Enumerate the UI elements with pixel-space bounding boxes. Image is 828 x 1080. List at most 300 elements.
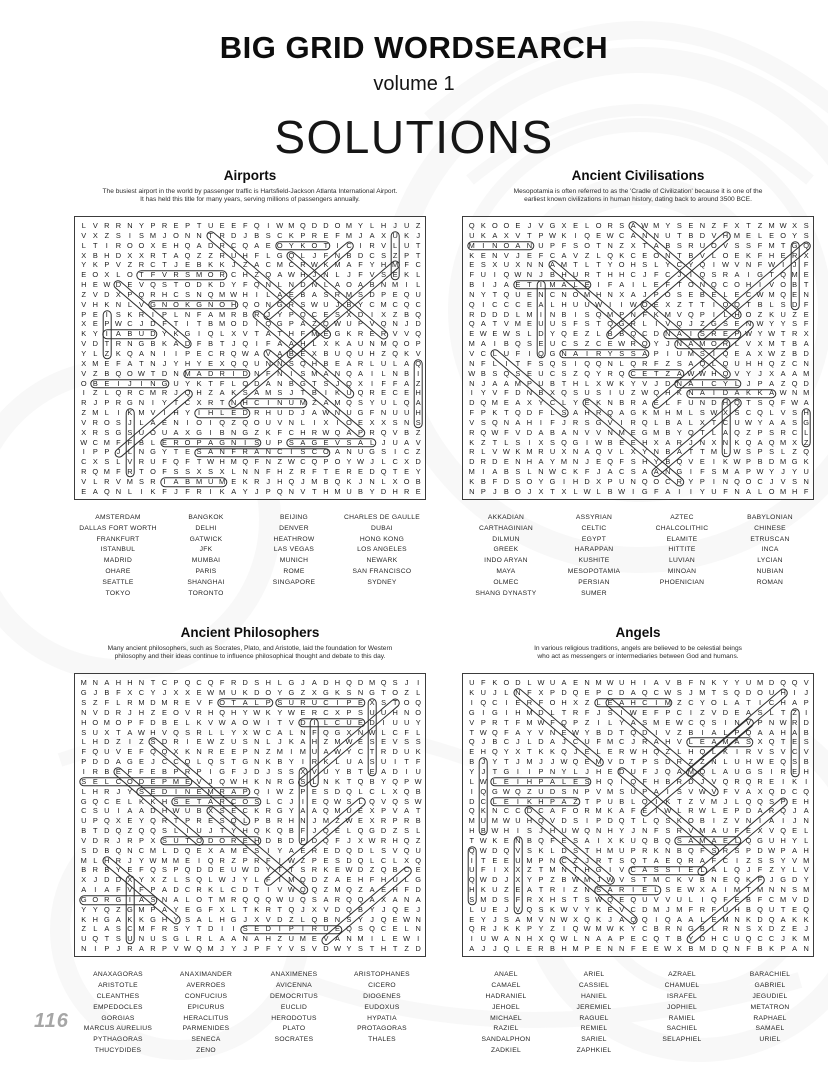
grid-letter: M xyxy=(288,221,295,230)
grid-letter: R xyxy=(642,737,648,747)
grid-letter: W xyxy=(502,816,510,826)
grid-letter: L xyxy=(688,408,693,418)
grid-letter: C xyxy=(161,678,168,688)
grid-letter: E xyxy=(722,875,728,885)
grid-letter: S xyxy=(242,737,248,747)
grid-letter: D xyxy=(538,707,544,717)
grid-letter: F xyxy=(254,250,259,260)
grid-letter: E xyxy=(492,904,498,914)
grid-letter: U xyxy=(469,230,475,240)
grid-letter: N xyxy=(515,688,521,698)
grid-letter: K xyxy=(469,688,475,698)
grid-letter: Z xyxy=(688,757,694,767)
grid-letter: K xyxy=(769,944,775,954)
grid-letter: P xyxy=(619,934,625,944)
grid-letter: P xyxy=(162,944,167,954)
grid-letter: K xyxy=(334,688,340,698)
grid-letter: D xyxy=(492,875,498,885)
grid-letter: W xyxy=(629,707,637,717)
grid-letter: A xyxy=(792,727,798,737)
grid-letter: Y xyxy=(415,717,421,727)
grid-letter: V xyxy=(734,260,740,270)
grid-letter: F xyxy=(208,904,213,914)
grid-letter: E xyxy=(573,678,579,688)
grid-letter: T xyxy=(492,289,498,299)
grid-letter: B xyxy=(369,776,375,786)
word-list-item: FRANKFURT xyxy=(96,535,140,543)
grid-letter: I xyxy=(174,348,178,358)
grid-letter: Q xyxy=(346,786,352,796)
grid-letter: Q xyxy=(92,467,99,477)
grid-letter: L xyxy=(642,280,647,290)
grid-letter: I xyxy=(782,776,785,786)
grid-letter: I xyxy=(470,388,473,398)
grid-letter: Z xyxy=(792,707,797,717)
grid-letter: L xyxy=(550,408,555,418)
grid-letter: O xyxy=(196,417,202,427)
grid-letter: N xyxy=(515,934,521,944)
grid-letter: Y xyxy=(369,398,375,408)
grid-letter: Q xyxy=(699,717,706,727)
grid-letter: A xyxy=(115,914,121,924)
grid-letter: N xyxy=(403,707,410,717)
grid-letter: P xyxy=(196,766,202,776)
grid-letter: A xyxy=(538,299,544,309)
grid-row xyxy=(466,241,810,251)
grid-row xyxy=(466,767,810,777)
grid-letter: T xyxy=(139,270,144,280)
grid-letter: B xyxy=(688,230,694,240)
grid-letter: Q xyxy=(734,688,740,698)
grid-letter: E xyxy=(334,467,340,477)
grid-letter: R xyxy=(231,678,237,688)
grid-letter: Q xyxy=(346,904,352,914)
grid-letter: B xyxy=(480,826,486,836)
grid-letter: I xyxy=(359,240,362,250)
grid-letter: X xyxy=(311,904,317,914)
grid-letter: C xyxy=(676,260,682,270)
grid-letter: N xyxy=(277,378,283,388)
grid-letter: P xyxy=(185,348,191,358)
grid-letter: F xyxy=(596,737,601,747)
grid-letter: I xyxy=(94,944,97,954)
grid-letter: Q xyxy=(242,894,249,904)
grid-row xyxy=(466,457,810,467)
word-list-column xyxy=(250,970,338,1056)
grid-row xyxy=(466,806,810,816)
grid-letter: E xyxy=(538,339,544,349)
grid-letter: U xyxy=(768,835,775,845)
grid-letter: A xyxy=(104,885,110,895)
grid-letter: L xyxy=(381,368,386,378)
grid-letter: S xyxy=(630,457,636,467)
grid-letter: E xyxy=(323,309,329,319)
puzzle-title: Angels xyxy=(615,625,661,641)
grid-letter: Q xyxy=(403,289,410,299)
grid-letter: N xyxy=(300,727,306,737)
grid-letter: J xyxy=(128,378,132,388)
grid-letter: B xyxy=(550,270,555,280)
grid-letter: W xyxy=(641,221,649,230)
grid-letter: H xyxy=(642,437,648,447)
grid-letter: J xyxy=(381,904,386,914)
grid-letter: O xyxy=(653,250,660,260)
grid-letter: B xyxy=(469,280,475,290)
grid-row xyxy=(78,698,422,708)
grid-letter: T xyxy=(150,368,156,378)
grid-letter: E xyxy=(607,766,613,776)
grid-letter: A xyxy=(346,260,352,270)
grid-letter: G xyxy=(357,408,364,418)
grid-letter: J xyxy=(804,924,809,934)
grid-letter: I xyxy=(371,378,374,388)
grid-letter: T xyxy=(596,319,601,329)
grid-letter: N xyxy=(369,476,375,486)
grid-letter: D xyxy=(584,476,590,486)
grid-letter: Q xyxy=(630,329,637,339)
grid-letter: G xyxy=(369,688,375,698)
grid-letter: Z xyxy=(266,747,271,757)
grid-letter: K xyxy=(415,747,421,757)
grid-letter: M xyxy=(514,378,521,388)
word-list-item: HANIEL xyxy=(581,992,607,1000)
grid-letter: Y xyxy=(630,924,636,934)
grid-letter: E xyxy=(392,934,398,944)
grid-letter: G xyxy=(150,299,156,309)
grid-letter: I xyxy=(82,766,85,776)
grid-letter: K xyxy=(653,845,659,855)
grid-letter: I xyxy=(643,678,646,688)
grid-letter: I xyxy=(586,437,589,447)
grid-letter: V xyxy=(596,786,602,796)
grid-letter: Q xyxy=(734,299,740,309)
grid-letter: I xyxy=(221,924,224,934)
grid-letter: F xyxy=(481,865,486,875)
grid-letter: A xyxy=(196,368,202,378)
grid-letter: I xyxy=(336,240,339,250)
grid-letter: B xyxy=(104,766,110,776)
grid-letter: M xyxy=(380,339,387,349)
grid-letter: C xyxy=(619,230,625,240)
grid-letter: Q xyxy=(415,309,422,319)
grid-letter: B xyxy=(242,309,248,319)
grid-letter: S xyxy=(515,329,521,339)
word-list-item: SACHIEL xyxy=(666,1025,698,1033)
grid-letter: P xyxy=(584,786,590,796)
grid-letter: B xyxy=(803,727,809,737)
word-list-item: BARACHIEL xyxy=(749,971,791,979)
grid-letter: U xyxy=(403,747,410,757)
grid-letter: S xyxy=(619,221,625,230)
grid-letter: J xyxy=(312,826,317,836)
grid-letter: K xyxy=(323,757,329,767)
grid-letter: K xyxy=(619,250,625,260)
grid-letter: P xyxy=(265,486,271,496)
grid-letter: P xyxy=(381,806,387,816)
grid-letter: S xyxy=(288,437,294,447)
grid-letter: D xyxy=(357,250,364,260)
grid-letter: T xyxy=(769,270,774,280)
grid-letter: D xyxy=(357,865,364,875)
grid-letter: V xyxy=(619,865,625,875)
grid-letter: Q xyxy=(219,707,226,717)
grid-letter: U xyxy=(480,816,486,826)
grid-letter: M xyxy=(710,796,717,806)
grid-letter: L xyxy=(416,688,421,698)
grid-row xyxy=(78,905,422,915)
grid-letter: L xyxy=(757,486,763,496)
grid-letter: O xyxy=(265,688,272,698)
grid-letter: F xyxy=(642,309,647,319)
grid-letter: A xyxy=(173,476,179,486)
grid-letter: J xyxy=(266,309,271,319)
grid-letter: W xyxy=(548,467,556,477)
grid-row xyxy=(466,708,810,718)
grid-letter: D xyxy=(161,368,168,378)
grid-letter: A xyxy=(711,727,717,737)
grid-letter: D xyxy=(369,717,375,727)
grid-letter: A xyxy=(254,388,260,398)
grid-letter: S xyxy=(803,221,809,230)
grid-letter: F xyxy=(515,348,521,358)
grid-letter: L xyxy=(393,240,398,250)
grid-letter: N xyxy=(300,816,306,826)
grid-letter: M xyxy=(722,914,729,924)
grid-letter: B xyxy=(208,339,214,349)
grid-letter: Q xyxy=(253,221,260,230)
grid-letter: T xyxy=(780,707,786,717)
grid-letter: U xyxy=(288,934,294,944)
grid-letter: Z xyxy=(300,855,306,865)
grid-letter: J xyxy=(208,826,213,836)
grid-letter: M xyxy=(699,835,706,845)
grid-letter: J xyxy=(93,398,98,408)
grid-letter: H xyxy=(469,885,475,895)
grid-letter: E xyxy=(415,486,421,496)
grid-letter: E xyxy=(619,437,625,447)
grid-letter: Q xyxy=(549,934,556,944)
grid-letter: D xyxy=(607,816,613,826)
grid-letter: K xyxy=(619,378,625,388)
grid-letter: A xyxy=(515,914,521,924)
grid-letter: N xyxy=(584,934,590,944)
grid-letter: P xyxy=(392,816,398,826)
grid-letter: W xyxy=(468,368,476,378)
grid-row xyxy=(466,688,810,698)
grid-letter: B xyxy=(526,835,532,845)
grid-letter: C xyxy=(630,368,636,378)
grid-letter: I xyxy=(313,417,316,427)
grid-letter: Q xyxy=(618,368,625,378)
grid-letter: S xyxy=(642,717,648,727)
grid-letter: K xyxy=(138,914,144,924)
grid-letter: G xyxy=(80,894,87,904)
grid-letter: V xyxy=(665,894,671,904)
grid-letter: I xyxy=(516,766,519,776)
grid-letter: X xyxy=(369,806,375,816)
grid-letter: I xyxy=(394,447,397,457)
grid-letter: T xyxy=(584,845,590,855)
grid-letter: Q xyxy=(641,796,648,806)
grid-letter: V xyxy=(196,698,202,708)
grid-letter: I xyxy=(712,816,715,826)
grid-letter: S xyxy=(162,865,167,875)
grid-letter: D xyxy=(288,408,294,418)
grid-letter: V xyxy=(803,865,809,875)
grid-letter: S xyxy=(138,230,144,240)
grid-row xyxy=(78,280,422,290)
grid-letter: A xyxy=(653,678,659,688)
grid-letter: E xyxy=(173,221,179,230)
word-list-column xyxy=(462,970,550,1056)
grid-letter: Z xyxy=(392,826,398,836)
word-list-column xyxy=(74,970,162,1056)
grid-letter: S xyxy=(300,776,306,786)
grid-letter: V xyxy=(711,776,717,786)
grid-letter: Q xyxy=(676,855,683,865)
grid-letter: O xyxy=(572,806,579,816)
grid-letter: N xyxy=(538,289,544,299)
grid-letter: M xyxy=(92,358,99,368)
grid-letter: N xyxy=(630,476,636,486)
grid-letter: U xyxy=(207,221,214,230)
grid-letter: H xyxy=(595,766,602,776)
grid-letter: Y xyxy=(722,378,728,388)
grid-letter: N xyxy=(357,727,364,737)
grid-letter: V xyxy=(150,408,156,418)
grid-letter: L xyxy=(254,698,259,708)
grid-letter: W xyxy=(698,368,706,378)
grid-letter: Q xyxy=(207,757,214,767)
grid-letter: M xyxy=(322,816,329,826)
grid-letter: L xyxy=(404,924,409,934)
grid-letter: B xyxy=(300,289,306,299)
grid-letter: U xyxy=(584,737,590,747)
grid-letter: W xyxy=(172,806,180,816)
grid-letter: J xyxy=(504,904,509,914)
grid-letter: I xyxy=(586,348,589,358)
word-list-item: EUDOXUS xyxy=(364,1003,400,1011)
grid-letter: Q xyxy=(630,855,637,865)
grid-letter: Q xyxy=(664,835,671,845)
grid-letter: D xyxy=(561,816,567,826)
grid-letter: M xyxy=(80,855,87,865)
grid-letter: N xyxy=(745,319,752,329)
grid-letter: M xyxy=(334,885,341,895)
grid-letter: L xyxy=(312,339,317,349)
grid-letter: L xyxy=(561,398,567,408)
grid-letter: E xyxy=(642,944,648,954)
grid-letter: A xyxy=(642,467,648,477)
grid-letter: S xyxy=(381,447,387,457)
grid-letter: E xyxy=(503,855,509,865)
grid-letter: A xyxy=(665,486,671,496)
grid-letter: A xyxy=(584,835,590,845)
grid-letter: I xyxy=(482,240,485,250)
grid-letter: E xyxy=(404,388,410,398)
grid-letter: Y xyxy=(288,240,294,250)
grid-letter: E xyxy=(231,476,237,486)
grid-letter: U xyxy=(415,289,421,299)
grid-letter: Y xyxy=(231,280,237,290)
grid-letter: H xyxy=(734,309,740,319)
grid-letter: F xyxy=(300,329,306,339)
grid-letter: I xyxy=(278,875,281,885)
grid-letter: S xyxy=(358,289,363,299)
grid-letter: L xyxy=(481,447,486,457)
grid-letter: E xyxy=(596,230,602,240)
grid-letter: H xyxy=(161,914,168,924)
grid-letter: H xyxy=(323,486,329,496)
grid-letter: E xyxy=(173,717,179,727)
grid-letter: M xyxy=(780,457,787,467)
grid-letter: Y xyxy=(138,221,144,230)
grid-letter: S xyxy=(138,476,144,486)
grid-row xyxy=(466,280,810,290)
grid-letter: A xyxy=(676,766,682,776)
grid-letter: S xyxy=(162,826,167,836)
grid-letter: L xyxy=(711,924,716,934)
grid-letter: J xyxy=(208,776,213,786)
grid-letter: Q xyxy=(150,747,156,757)
grid-letter: N xyxy=(369,339,375,349)
grid-letter: Q xyxy=(768,786,775,796)
grid-letter: D xyxy=(607,727,613,737)
grid-letter: Q xyxy=(734,865,740,875)
grid-letter: L xyxy=(312,776,317,786)
grid-letter: K xyxy=(208,280,214,290)
grid-letter: L xyxy=(266,250,271,260)
grid-letter: T xyxy=(780,339,786,349)
grid-letter: G xyxy=(288,776,295,786)
grid-letter: E xyxy=(653,299,659,309)
grid-letter: I xyxy=(482,280,485,290)
grid-letter: L xyxy=(335,270,340,280)
grid-letter: R xyxy=(254,855,260,865)
grid-letter: D xyxy=(173,885,179,895)
grid-letter: M xyxy=(514,319,521,329)
grid-letter: N xyxy=(277,358,283,368)
word-list-item: ARISTOPHANES xyxy=(354,971,410,979)
grid-letter: N xyxy=(277,368,283,378)
grid-letter: I xyxy=(724,885,727,895)
grid-letter: C xyxy=(196,678,202,688)
grid-letter: H xyxy=(219,457,225,467)
grid-row xyxy=(466,944,810,954)
grid-letter: D xyxy=(288,835,294,845)
grid-letter: Y xyxy=(277,845,283,855)
grid-letter: Y xyxy=(162,398,167,408)
grid-letter: E xyxy=(334,865,340,875)
grid-letter: E xyxy=(688,289,694,299)
grid-letter: P xyxy=(550,688,555,698)
grid-letter: Q xyxy=(803,786,810,796)
grid-letter: G xyxy=(415,875,422,885)
grid-letter: O xyxy=(196,835,202,845)
grid-letter: D xyxy=(768,678,775,688)
grid-letter: D xyxy=(526,806,533,816)
grid-letter: G xyxy=(80,796,87,806)
grid-letter: R xyxy=(81,398,87,408)
grid-letter: W xyxy=(537,678,545,688)
grid-letter: A xyxy=(619,914,625,924)
grid-letter: P xyxy=(104,319,110,329)
grid-letter: B xyxy=(792,348,798,358)
grid-letter: E xyxy=(196,845,202,855)
grid-letter: H xyxy=(595,289,602,299)
grid-letter: S xyxy=(792,476,798,486)
grid-letter: Q xyxy=(392,776,398,786)
